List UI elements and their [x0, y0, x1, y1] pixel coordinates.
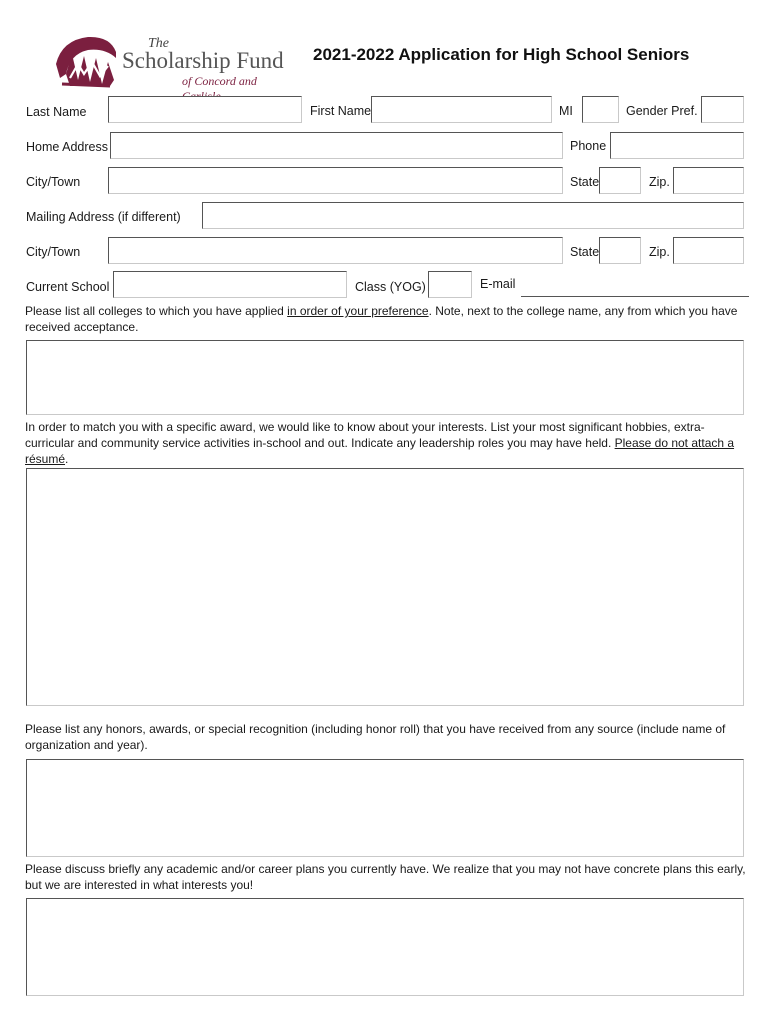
gender-pref-field[interactable]	[701, 96, 744, 123]
plans-instructions: Please discuss briefly any academic and/or career plans you currently have. We realize that you may not have concrete plans this early, but we are interested in what interests you!	[25, 862, 746, 892]
class-yog-label: Class (YOG)	[355, 280, 426, 294]
mailing-state-field[interactable]	[599, 237, 641, 264]
phone-label: Phone	[570, 139, 607, 153]
zip-field[interactable]	[673, 167, 744, 194]
city-label: City/Town	[26, 175, 81, 189]
interests-textarea[interactable]	[26, 468, 744, 706]
colleges-textarea[interactable]	[26, 340, 744, 415]
mailing-city-label: City/Town	[26, 245, 81, 259]
plans-textarea[interactable]	[26, 898, 744, 996]
interests-instructions: In order to match you with a specific award, we would like to know about your interests. List your most significant hobbies, extra-curricular and community service activities in-school and out. Indicate any leadership roles you may have held. Please do not attach a résumé.	[25, 420, 735, 466]
email-field[interactable]	[521, 296, 749, 297]
current-school-field[interactable]	[113, 271, 347, 298]
gender-pref-label: Gender Pref.	[626, 104, 698, 118]
state-field[interactable]	[599, 167, 641, 194]
mailing-zip-field[interactable]	[673, 237, 744, 264]
mailing-address-field[interactable]	[202, 202, 744, 229]
state-label: State	[570, 175, 600, 189]
home-address-field[interactable]	[110, 132, 563, 159]
home-address-label: Home Address	[26, 140, 108, 154]
logo-main-text: Scholarship Fund	[122, 48, 284, 73]
last-name-field[interactable]	[108, 96, 302, 123]
city-field[interactable]	[108, 167, 563, 194]
mi-label: MI	[559, 104, 573, 118]
mi-field[interactable]	[582, 96, 619, 123]
phone-field[interactable]	[610, 132, 744, 159]
current-school-label: Current School	[26, 280, 110, 294]
mailing-zip-label: Zip.	[649, 245, 670, 259]
class-yog-field[interactable]	[428, 271, 472, 298]
mailing-city-field[interactable]	[108, 237, 563, 264]
page-title: 2021-2022 Application for High School Seniors	[313, 45, 690, 64]
first-name-label: First Name	[310, 104, 372, 118]
logo-the-text: The	[148, 36, 169, 51]
email-label: E-mail	[480, 277, 516, 291]
logo-sub-text: of Concord and	[182, 74, 257, 88]
first-name-field[interactable]	[371, 96, 552, 123]
colleges-instructions: Please list all colleges to which you have applied in order of your preference. Note, next to the college name, any from which you have received acceptance.	[25, 304, 738, 334]
logo-emblem-icon	[50, 34, 120, 92]
honors-instructions: Please list any honors, awards, or special recognition (including honor roll) that you have received from any source (include name of organization and year).	[25, 722, 726, 752]
mailing-state-label: State	[570, 245, 600, 259]
scholarship-fund-logo	[50, 34, 290, 92]
zip-label: Zip.	[649, 175, 670, 189]
honors-textarea[interactable]	[26, 759, 744, 857]
last-name-label: Last Name	[26, 105, 87, 119]
mailing-address-label: Mailing Address (if different)	[26, 210, 181, 224]
